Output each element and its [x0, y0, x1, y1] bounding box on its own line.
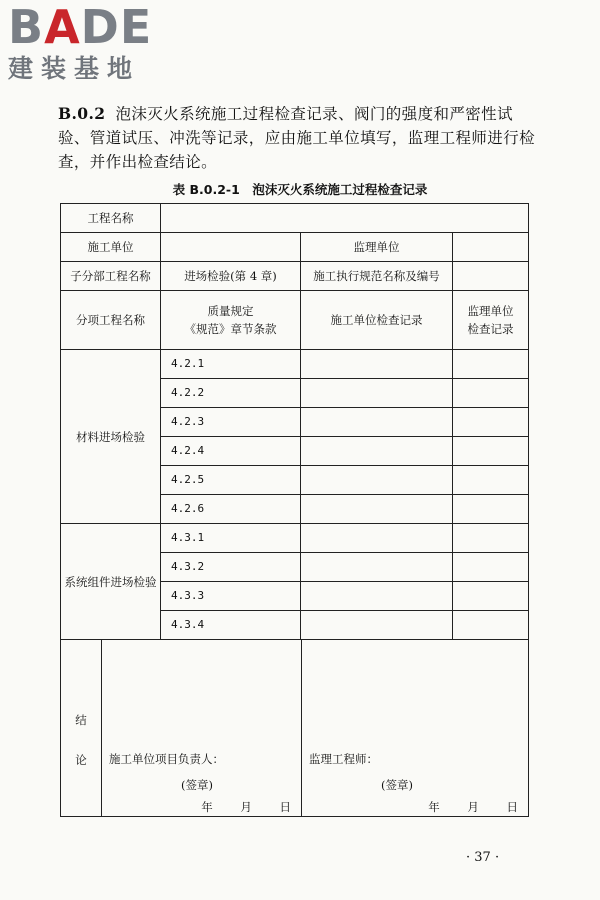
section-paragraph — [58, 102, 536, 174]
page-number: · 37 · — [466, 850, 500, 865]
standard-value — [453, 262, 529, 291]
supervisor-record-cell — [453, 466, 529, 495]
clause-cell: 4.3.4 — [161, 611, 301, 640]
table-caption: 表 B.0.2-1 泡沫灭火系统施工过程检查记录 — [172, 182, 428, 197]
supervisor-record-cell — [453, 582, 529, 611]
clause-cell: 4.2.6 — [161, 495, 301, 524]
contractor-record-cell — [301, 379, 453, 408]
supervisor-check-label — [453, 291, 529, 350]
clause-cell: 4.3.2 — [161, 553, 301, 582]
conclusion-label-char2: 论 — [75, 753, 87, 767]
supervision-unit-label: 监理单位 — [301, 233, 453, 262]
contractor-record-cell — [301, 437, 453, 466]
contractor-record-cell — [301, 495, 453, 524]
conclusion-area — [61, 640, 528, 816]
supervisor-record-cell — [453, 524, 529, 553]
logo — [8, 2, 152, 84]
table-header-row — [61, 291, 529, 350]
contractor-check-label: 施工单位检查记录 — [301, 291, 453, 350]
standard-label: 施工执行规范名称及编号 — [301, 262, 453, 291]
table-row — [61, 350, 529, 379]
contractor-date: 年 月 日 — [201, 800, 291, 814]
clause-cell: 4.2.5 — [161, 466, 301, 495]
inspection-record-table — [60, 203, 529, 817]
supervisor-sign-label: 监理工程师： — [309, 752, 378, 766]
quality-label-line2: 《规范》章节条款 — [184, 322, 277, 336]
conclusion-row — [61, 640, 529, 817]
supervisor-record-cell — [453, 495, 529, 524]
supervisor-check-label-line2: 检查记录 — [467, 322, 514, 336]
supervisor-record-cell — [453, 408, 529, 437]
logo-brand — [8, 2, 152, 52]
clause-cell: 4.3.3 — [161, 582, 301, 611]
clause-cell: 4.2.2 — [161, 379, 301, 408]
quality-label-line1: 质量规定 — [207, 304, 254, 318]
conclusion-label-char1: 结 — [75, 713, 87, 727]
contractor-seal: (签章) — [181, 778, 213, 792]
clause-cell: 4.2.4 — [161, 437, 301, 466]
conclusion-label — [61, 700, 101, 780]
contractor-sign-block — [101, 640, 301, 816]
supervisor-sign-block — [301, 640, 528, 816]
section-text: 泡沫灭火系统施工过程检查记录、阀门的强度和严密性试验、管道试压、冲洗等记录，应由施工单位填写，监理工程师进行检查，并作出检查结论。 — [58, 105, 536, 171]
logo-letter-b: B — [8, 0, 45, 54]
clause-cell: 4.2.1 — [161, 350, 301, 379]
sub-project-value: 进场检验(第 4 章) — [161, 262, 301, 291]
table-row — [61, 524, 529, 553]
supervisor-record-cell — [453, 437, 529, 466]
logo-subtitle: 建装基地 — [8, 54, 141, 83]
contractor-record-cell — [301, 582, 453, 611]
quality-label — [161, 291, 301, 350]
supervisor-seal: (签章) — [381, 778, 413, 792]
supervisor-date: 年 月 日 — [428, 800, 519, 814]
contractor-record-cell — [301, 466, 453, 495]
supervisor-record-cell — [453, 553, 529, 582]
item-label: 分项工程名称 — [61, 291, 161, 350]
construction-unit-label: 施工单位 — [61, 233, 161, 262]
clause-cell: 4.3.1 — [161, 524, 301, 553]
contractor-record-cell — [301, 524, 453, 553]
supervisor-record-cell — [453, 611, 529, 640]
logo-accent-letter: A — [44, 0, 81, 54]
clause-cell: 4.2.3 — [161, 408, 301, 437]
group-component-name: 系统组件进场检验 — [61, 524, 161, 640]
logo-letters-de: DE — [80, 0, 153, 54]
contractor-record-cell — [301, 553, 453, 582]
table-row — [61, 233, 529, 262]
section-number: B.0.2 — [58, 104, 106, 123]
table-row — [61, 204, 529, 233]
supervisor-record-cell — [453, 350, 529, 379]
table-row — [61, 262, 529, 291]
project-name-value — [161, 204, 529, 233]
supervision-unit-value — [453, 233, 529, 262]
construction-unit-value — [161, 233, 301, 262]
contractor-record-cell — [301, 408, 453, 437]
group-material-name: 材料进场检验 — [61, 350, 161, 524]
contractor-record-cell — [301, 611, 453, 640]
supervisor-record-cell — [453, 379, 529, 408]
contractor-sign-label: 施工单位项目负责人： — [109, 752, 224, 766]
supervisor-check-label-line1: 监理单位 — [467, 304, 514, 318]
contractor-record-cell — [301, 350, 453, 379]
project-name-label: 工程名称 — [61, 204, 161, 233]
conclusion-cell — [61, 640, 529, 817]
sub-project-label: 子分部工程名称 — [61, 262, 161, 291]
